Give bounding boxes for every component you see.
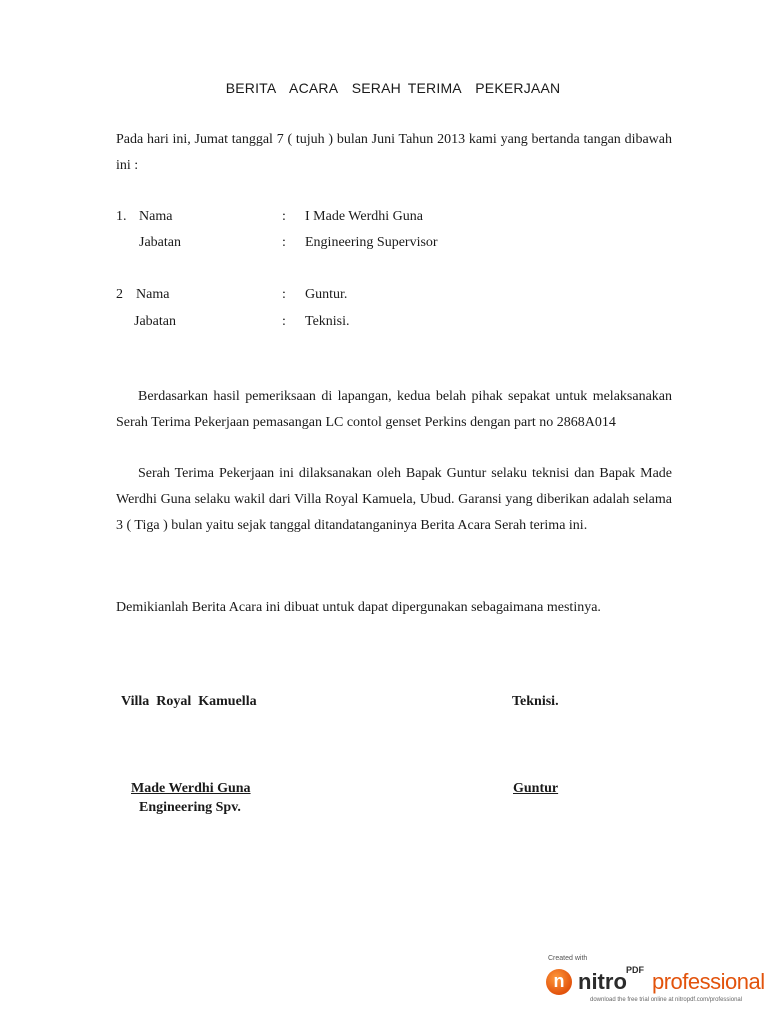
nitro-brand-name: nitro [578,969,627,994]
nitro-watermark[interactable] [540,955,765,1007]
body-paragraph-1: Berdasarkan hasil pemeriksaan di lapangan, kedua belah pihak sepakat untuk melaksanakan Serah Terima Pekerjaan pemasangan LC contol genset Perkins dengan part no 2868A014 [116,389,672,430]
nitro-created-with: Created with [548,955,588,962]
party-2-number: 2 [116,287,123,302]
party-1-position-label: Jabatan [139,235,181,250]
party-1-position-value: Engineering Supervisor [305,235,438,250]
party-2-position-colon: : [282,314,286,329]
party-2-name-value: Guntur. [305,287,348,302]
body-paragraph-2: Serah Terima Pekerjaan ini dilaksanakan oleh Bapak Guntur selaku teknisi dan Bapak Made Werdhi Guna selaku wakil dari Villa Royal Kamuela, Ubud. Garansi yang diberikan adalah selama 3 ( Tiga ) bulan yaitu sejak tanggal ditandatanganinya Berita Acara Serah terima ini. [116,466,672,533]
signature-left-name: Made Werdhi Guna [131,781,251,796]
party-1-number: 1. [116,209,127,224]
closing-paragraph: Demikianlah Berita Acara ini dibuat untuk dapat dipergunakan sebagaimana mestinya. [116,600,601,615]
signature-left-title: Engineering Spv. [139,800,241,815]
signature-left-organization: Villa Royal Kamuella [121,694,257,709]
party-2-position-value: Teknisi. [305,314,350,329]
nitro-logo-icon: n [546,969,572,995]
party-1-position-colon: : [282,235,286,250]
intro-paragraph: Pada hari ini, Jumat tanggal 7 ( tujuh ) bulan Juni Tahun 2013 kami yang bertanda tangan dibawah ini : [116,132,672,173]
nitro-edition-label: professional [652,969,765,994]
party-1-name-label: Nama [139,209,173,224]
nitro-pdf-label: PDF [626,965,644,975]
party-1-name-value: I Made Werdhi Guna [305,209,423,224]
document-title: BERITA ACARA SERAH TERIMA PEKERJAAN [225,80,561,96]
signature-right-name: Guntur [513,781,559,796]
signature-right-organization: Teknisi. [512,694,559,709]
party-1-name-colon: : [282,209,286,224]
nitro-tagline: download the free trial online at nitropdf.com/professional [590,997,743,1003]
party-2-name-label: Nama [136,287,170,302]
party-2-name-colon: : [282,287,286,302]
party-2-position-label: Jabatan [134,314,176,329]
